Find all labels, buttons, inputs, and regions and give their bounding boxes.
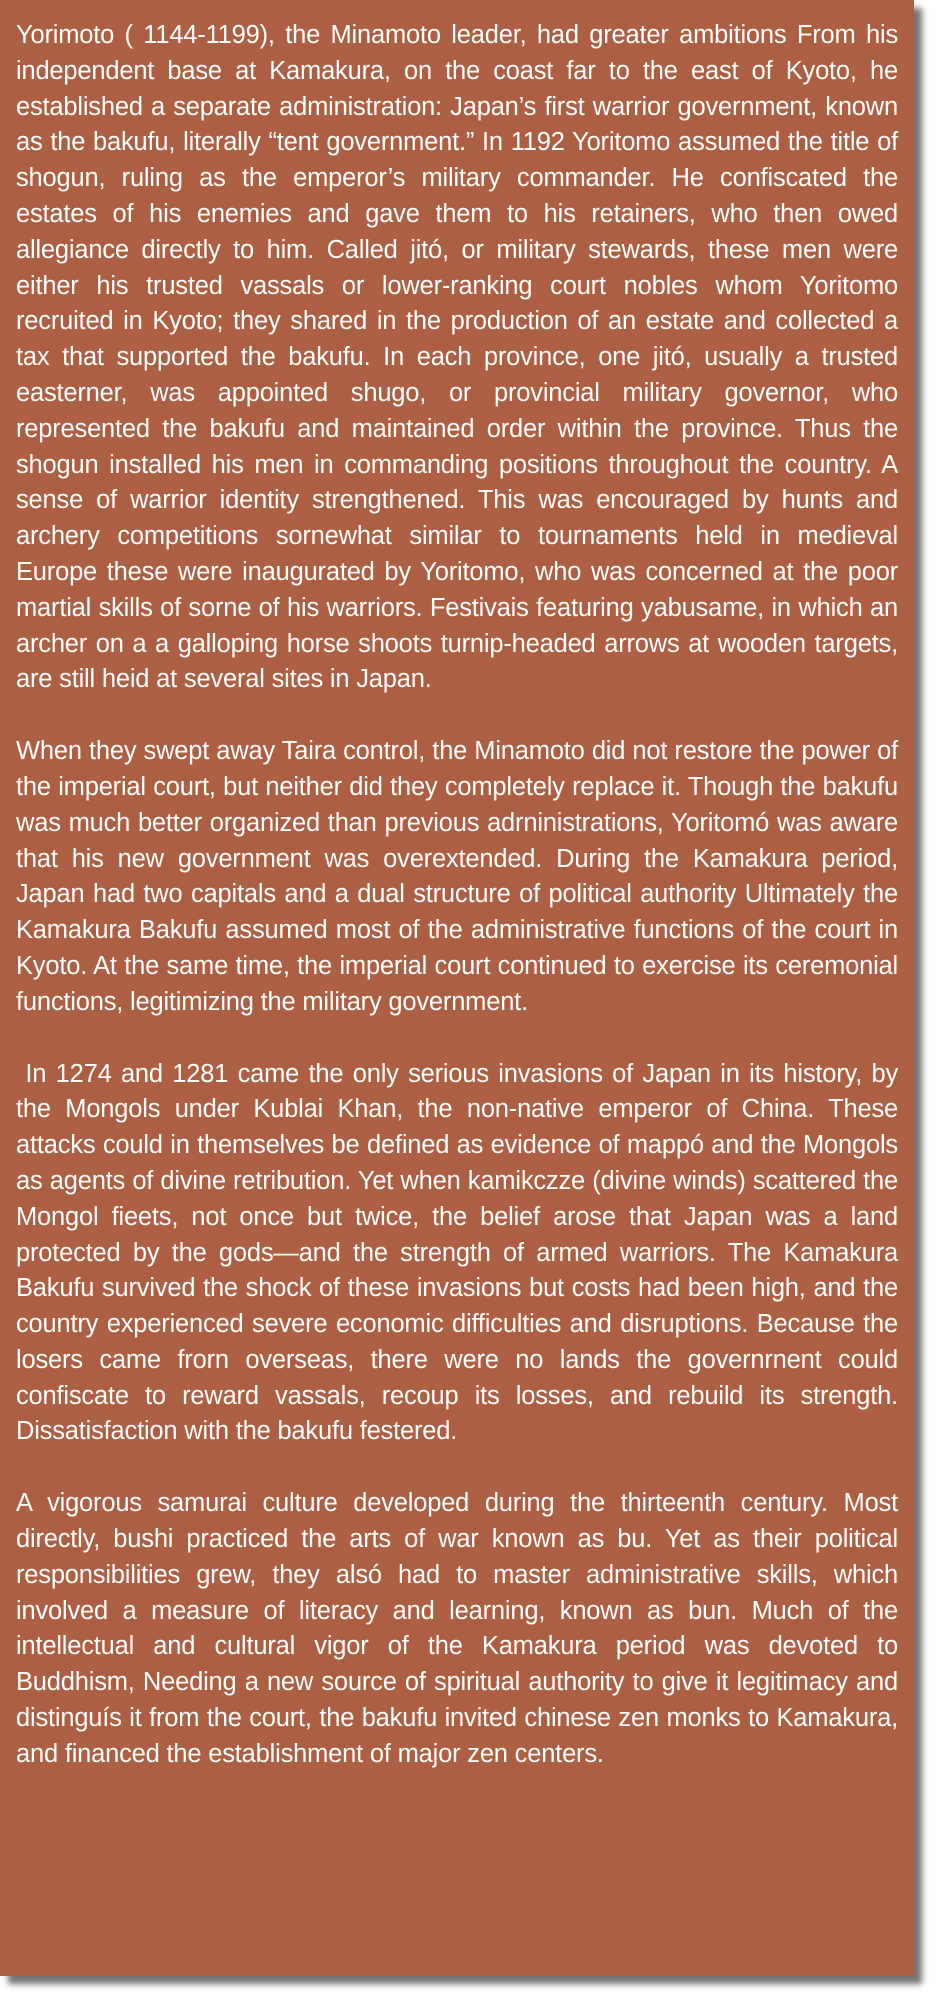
paragraph-yoritomo-bakufu: Yorimoto ( 1144-1199), the Minamoto leader, had greater ambitions From his independent base at Kamakura, on the coast far to the east of Kyoto, he established a separate administration: Japan’s first warrior government, known as the bakufu, literally “tent government.” In 1192 Yoritomo assumed the title of shogun, ruling as the emperor’s military commander. He confiscated the estates of his enemies and gave them to his retainers, who then owed allegiance directly to him. Called jitó, or military stewards, these men were either his trusted vassals or lower-ranking court nobles whom Yoritomo recruited in Kyoto; they shared in the production of an estate and collected a tax that supported the bakufu. In each province, one jitó, usually a trusted easterner, was appointed shugo, or provincial military governor, who represented the bakufu and maintained order within the province. Thus the shogun installed his men in commanding positions throughout the country. A sense of warrior identity strengthened. This was encouraged by hunts and archery competitions sornewhat similar to tournaments held in medieval Europe these were inaugurated by Yoritomo, who was concerned at the poor martial skills of sorne of his warriors. Festivais featuring yabusame, in which an archer on a a galloping horse shoots turnip-headed arrows at wooden targets, are still heid at several sites in Japan. — [16, 21, 898, 694]
paragraph-mongol-invasions: In 1274 and 1281 came the only serious invasions of Japan in its history, by the Mongols under Kublai Khan, the non-native emperor of China. These attacks could in themselves be defined as evidence of mappó and the Mongols as agents of divine retribution. Yet when kamikczze (divine winds) scattered the Mongol fieets, not once but twice, the belief arose that Japan was a land protected by the gods—and the strength of armed warriors. The Kamakura Bakufu survived the shock of these invasions but costs had been high, and the country experienced severe economic difficulties and disruptions. Because the losers came frorn overseas, there were no lands the governrnent could confiscate to reward vassals, recoup its losses, and rebuild its strength. Dissatisfaction with the bakufu festered. — [16, 1059, 905, 1446]
paragraph-dual-authority: When they swept away Taira control, the Minamoto did not restore the power of the imperial court, but neither did they completely replace it. Though the bakufu was much better organized than previous adrninistrations, Yoritomó was aware that his new government was overextended. During the Kamakura period, Japan had two capitals and a dual structure of political authority Ultimately the Kamakura Bakufu assumed most of the administrative functions of the court in Kyoto. At the same time, the imperial court continued to exercise its ceremonial functions, legitimizing the military government. — [16, 737, 898, 1016]
paragraph-samurai-culture: A vigorous samurai culture developed during the thirteenth century. Most directly, bushi practiced the arts of war known as bu. Yet as their political responsibilities grew, they alsó had to master administrative skills, which involved a measure of literacy and learning, known as bun. Much of the intellectual and cultural vigor of the Kamakura period was devoted to Buddhism, Needing a new source of spiritual authority to give it legitimacy and distinguís it from the court, the bakufu invited chinese zen monks to Kamakura, and financed the establishment of major zen centers. — [16, 1489, 898, 1768]
